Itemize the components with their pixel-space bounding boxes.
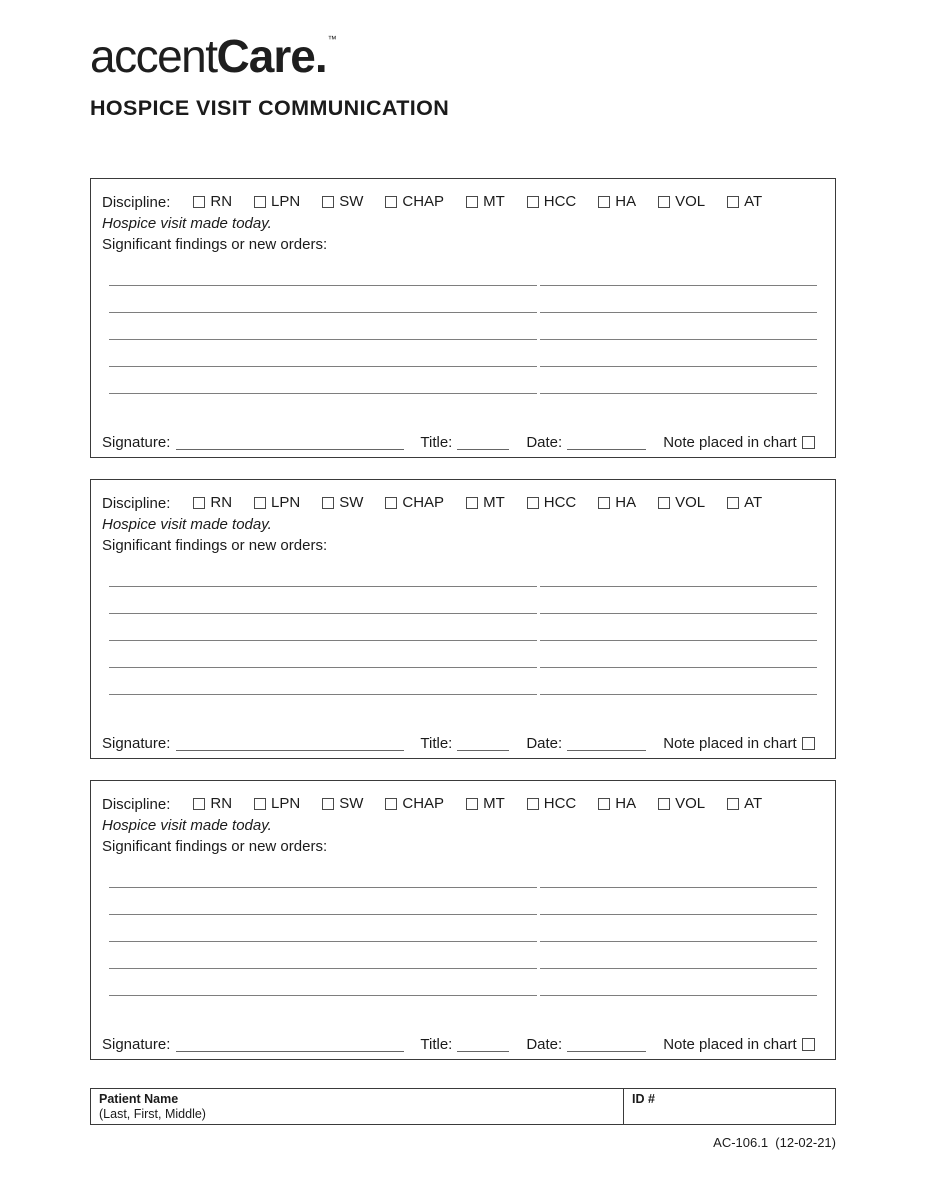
writing-line-segment: [540, 861, 817, 888]
writing-line-segment: [540, 915, 817, 942]
discipline-checkbox-at[interactable]: [727, 196, 739, 208]
discipline-checkbox-chap[interactable]: [385, 497, 397, 509]
patient-name-cell[interactable]: [91, 1089, 623, 1124]
discipline-checkbox-hcc[interactable]: [527, 798, 539, 810]
discipline-checkbox-at[interactable]: [727, 497, 739, 509]
visit-section-1: [90, 178, 836, 458]
writing-line[interactable]: [109, 641, 817, 668]
discipline-option-hcc: [527, 191, 577, 212]
writing-line-segment: [109, 560, 537, 587]
discipline-option-label: SW: [339, 193, 364, 211]
writing-line[interactable]: [109, 587, 817, 614]
writing-line-segment: [540, 313, 817, 340]
discipline-option-label: LPN: [271, 795, 301, 813]
discipline-label: Discipline:: [102, 796, 171, 813]
discipline-option-label: HA: [615, 494, 637, 512]
discipline-checkbox-rn[interactable]: [193, 798, 205, 810]
discipline-option-label: AT: [744, 193, 763, 211]
logo-text-regular: accent: [90, 30, 217, 82]
date-label: Date:: [526, 434, 563, 451]
discipline-option-at: [727, 191, 762, 212]
patient-name-label: Patient Name: [99, 1092, 179, 1106]
writing-line[interactable]: [109, 915, 817, 942]
writing-line-segment: [109, 915, 537, 942]
discipline-checkbox-lpn[interactable]: [254, 798, 266, 810]
writing-line-segment: [109, 942, 537, 969]
writing-line-segment: [540, 259, 817, 286]
discipline-option-label: RN: [210, 494, 233, 512]
discipline-option-label: CHAP: [402, 494, 445, 512]
note-placed-label: Note placed in chart: [663, 735, 797, 752]
writing-line-segment: [540, 942, 817, 969]
note-placed-checkbox[interactable]: [802, 1038, 815, 1051]
discipline-option-label: VOL: [675, 193, 706, 211]
discipline-option-chap: [385, 793, 444, 814]
writing-line-segment: [109, 259, 537, 286]
discipline-option-rn: [193, 191, 232, 212]
discipline-options: [193, 191, 762, 214]
discipline-options: [193, 492, 762, 515]
discipline-option-label: HCC: [543, 193, 577, 211]
writing-line[interactable]: [109, 942, 817, 969]
discipline-option-label: MT: [483, 193, 505, 211]
discipline-checkbox-mt[interactable]: [466, 196, 478, 208]
writing-line-segment: [109, 641, 537, 668]
discipline-option-label: HCC: [543, 494, 577, 512]
writing-line-segment: [540, 340, 817, 367]
discipline-option-at: [727, 793, 762, 814]
discipline-checkbox-sw[interactable]: [322, 497, 334, 509]
discipline-checkbox-mt[interactable]: [466, 497, 478, 509]
date-field[interactable]: [567, 1038, 646, 1052]
writing-line[interactable]: [109, 259, 817, 286]
writing-line-segment: [109, 286, 537, 313]
discipline-option-chap: [385, 191, 444, 212]
discipline-option-ha: [598, 191, 636, 212]
signature-row: [102, 1034, 819, 1054]
discipline-option-mt: [466, 191, 505, 212]
page-title: HOSPICE VISIT COMMUNICATION: [90, 96, 450, 120]
discipline-option-chap: [385, 492, 444, 513]
writing-line-segment: [109, 888, 537, 915]
discipline-option-label: HCC: [543, 795, 577, 813]
discipline-checkbox-ha[interactable]: [598, 497, 610, 509]
signature-field[interactable]: [176, 1038, 404, 1052]
discipline-option-label: LPN: [271, 494, 301, 512]
writing-line-segment: [109, 340, 537, 367]
signature-field[interactable]: [176, 737, 404, 751]
discipline-option-mt: [466, 492, 505, 513]
writing-line-segment: [109, 587, 537, 614]
discipline-option-ha: [598, 793, 636, 814]
date-label: Date:: [526, 735, 563, 752]
discipline-row: [102, 192, 819, 213]
writing-line[interactable]: [109, 614, 817, 641]
visit-sections: [0, 178, 927, 1060]
discipline-option-hcc: [527, 793, 577, 814]
discipline-label: Discipline:: [102, 194, 171, 211]
writing-line-segment: [540, 614, 817, 641]
discipline-checkbox-at[interactable]: [727, 798, 739, 810]
date-label: Date:: [526, 1036, 563, 1053]
signature-row: [102, 432, 819, 452]
signature-field[interactable]: [176, 436, 404, 450]
discipline-option-label: VOL: [675, 494, 706, 512]
discipline-checkbox-ha[interactable]: [598, 798, 610, 810]
title-label: Title:: [420, 735, 453, 752]
writing-line-segment: [540, 560, 817, 587]
discipline-option-lpn: [254, 793, 300, 814]
signature-row: [102, 733, 819, 753]
date-field[interactable]: [567, 436, 646, 450]
discipline-checkbox-rn[interactable]: [193, 497, 205, 509]
date-field[interactable]: [567, 737, 646, 751]
discipline-label: Discipline:: [102, 495, 171, 512]
discipline-checkbox-vol[interactable]: [658, 798, 670, 810]
visit-section-2: [90, 479, 836, 759]
discipline-option-label: CHAP: [402, 193, 445, 211]
writing-line-segment: [540, 641, 817, 668]
discipline-checkbox-vol[interactable]: [658, 196, 670, 208]
writing-line-segment: [540, 367, 817, 394]
writing-line[interactable]: [109, 340, 817, 367]
writing-line[interactable]: [109, 367, 817, 394]
discipline-option-rn: [193, 492, 232, 513]
discipline-checkbox-sw[interactable]: [322, 798, 334, 810]
discipline-option-label: MT: [483, 795, 505, 813]
signature-label: Signature:: [102, 735, 171, 752]
writing-line[interactable]: [109, 969, 817, 996]
writing-line-segment: [540, 969, 817, 996]
discipline-option-mt: [466, 793, 505, 814]
writing-line-segment: [540, 888, 817, 915]
discipline-checkbox-hcc[interactable]: [527, 497, 539, 509]
patient-id-label: ID #: [632, 1092, 655, 1106]
writing-line-segment: [109, 969, 537, 996]
trademark-symbol: ™: [327, 34, 337, 44]
discipline-checkbox-rn[interactable]: [193, 196, 205, 208]
patient-name-format: (Last, First, Middle): [99, 1107, 206, 1121]
title-field[interactable]: [457, 436, 509, 450]
writing-line[interactable]: [109, 560, 817, 587]
visit-section-3: [90, 780, 836, 1060]
writing-line-segment: [109, 668, 537, 695]
discipline-option-sw: [322, 492, 363, 513]
writing-line[interactable]: [109, 861, 817, 888]
discipline-row: [102, 493, 819, 514]
writing-line-segment: [109, 861, 537, 888]
writing-line-segment: [109, 367, 537, 394]
discipline-checkbox-lpn[interactable]: [254, 497, 266, 509]
patient-id-cell[interactable]: [623, 1089, 835, 1124]
note-placed-label: Note placed in chart: [663, 1036, 797, 1053]
discipline-row: [102, 794, 819, 815]
discipline-option-label: AT: [744, 795, 763, 813]
signature-label: Signature:: [102, 1036, 171, 1053]
discipline-option-label: LPN: [271, 193, 301, 211]
discipline-checkbox-vol[interactable]: [658, 497, 670, 509]
discipline-checkbox-chap[interactable]: [385, 798, 397, 810]
discipline-option-label: RN: [210, 795, 233, 813]
discipline-option-sw: [322, 191, 363, 212]
discipline-option-label: RN: [210, 193, 233, 211]
writing-line-segment: [109, 614, 537, 641]
discipline-option-at: [727, 492, 762, 513]
discipline-option-vol: [658, 492, 705, 513]
findings-label: Significant findings or new orders:: [102, 838, 328, 855]
visit-note: Hospice visit made today.: [102, 516, 272, 533]
discipline-options: [193, 793, 762, 816]
discipline-option-ha: [598, 492, 636, 513]
writing-line-segment: [540, 286, 817, 313]
discipline-checkbox-lpn[interactable]: [254, 196, 266, 208]
title-field[interactable]: [457, 1038, 509, 1052]
patient-info-strip: [90, 1088, 836, 1125]
findings-label: Significant findings or new orders:: [102, 236, 328, 253]
writing-lines: [109, 560, 817, 695]
form-number: AC-106.1 (12-02-21): [713, 1135, 836, 1150]
discipline-checkbox-mt[interactable]: [466, 798, 478, 810]
discipline-option-label: SW: [339, 795, 364, 813]
discipline-checkbox-sw[interactable]: [322, 196, 334, 208]
title-label: Title:: [420, 1036, 453, 1053]
discipline-option-label: AT: [744, 494, 763, 512]
writing-line[interactable]: [109, 286, 817, 313]
discipline-checkbox-hcc[interactable]: [527, 196, 539, 208]
discipline-option-lpn: [254, 492, 300, 513]
accentcare-logo: [90, 30, 927, 82]
discipline-option-vol: [658, 191, 705, 212]
findings-label: Significant findings or new orders:: [102, 537, 328, 554]
writing-line[interactable]: [109, 888, 817, 915]
writing-lines: [109, 861, 817, 996]
visit-note: Hospice visit made today.: [102, 817, 272, 834]
discipline-option-rn: [193, 793, 232, 814]
title-field[interactable]: [457, 737, 509, 751]
writing-line-segment: [540, 587, 817, 614]
writing-line[interactable]: [109, 668, 817, 695]
discipline-option-lpn: [254, 191, 300, 212]
discipline-option-hcc: [527, 492, 577, 513]
discipline-option-label: HA: [615, 795, 637, 813]
signature-label: Signature:: [102, 434, 171, 451]
discipline-checkbox-chap[interactable]: [385, 196, 397, 208]
writing-line-segment: [109, 313, 537, 340]
note-placed-label: Note placed in chart: [663, 434, 797, 451]
writing-line[interactable]: [109, 313, 817, 340]
discipline-checkbox-ha[interactable]: [598, 196, 610, 208]
logo-text-bold: Care.: [216, 30, 327, 82]
note-placed-checkbox[interactable]: [802, 737, 815, 750]
discipline-option-sw: [322, 793, 363, 814]
discipline-option-label: HA: [615, 193, 637, 211]
note-placed-checkbox[interactable]: [802, 436, 815, 449]
discipline-option-label: SW: [339, 494, 364, 512]
visit-note: Hospice visit made today.: [102, 215, 272, 232]
discipline-option-label: MT: [483, 494, 505, 512]
discipline-option-label: VOL: [675, 795, 706, 813]
title-label: Title:: [420, 434, 453, 451]
writing-line-segment: [540, 668, 817, 695]
writing-lines: [109, 259, 817, 394]
discipline-option-vol: [658, 793, 705, 814]
discipline-option-label: CHAP: [402, 795, 445, 813]
